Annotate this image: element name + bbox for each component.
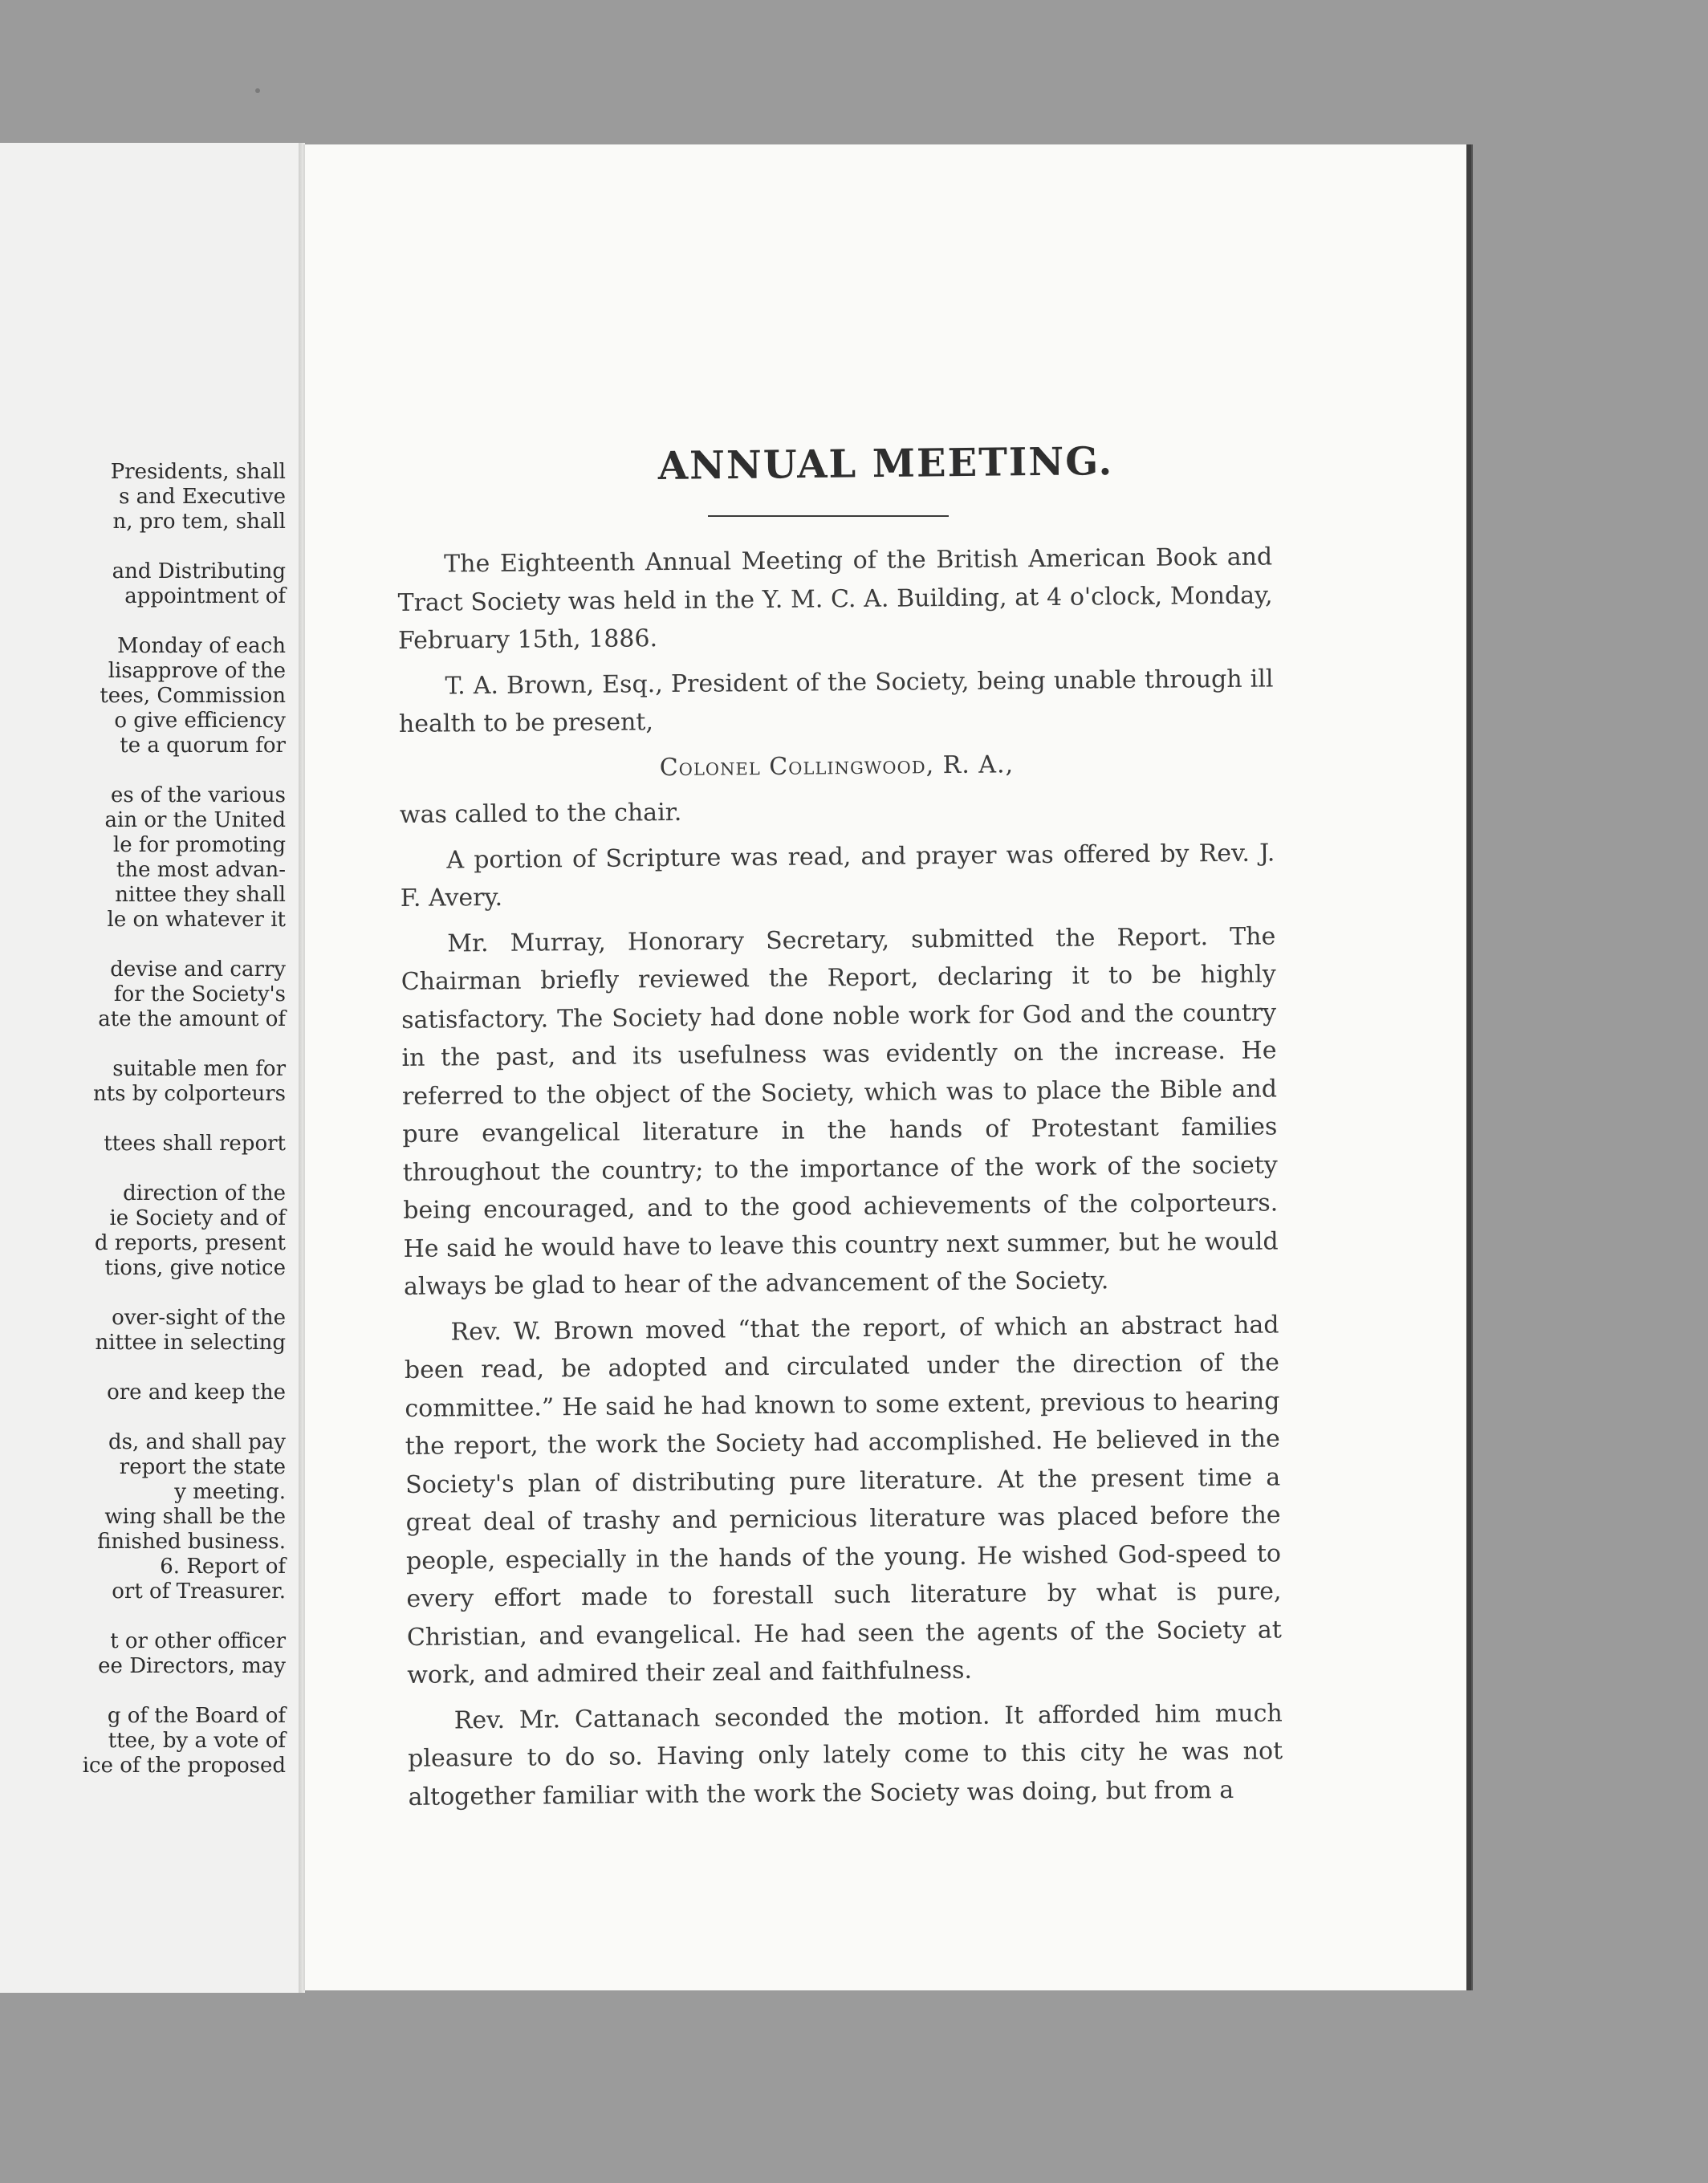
left-page-gap <box>21 1356 286 1380</box>
left-page-line: report the state <box>119 1455 286 1479</box>
page-title: ANNUAL MEETING. <box>657 439 1114 489</box>
left-page-line: over-sight of the <box>112 1306 286 1330</box>
left-page-gap <box>21 758 286 783</box>
left-page-line: suitable men for <box>112 1057 286 1081</box>
left-page-line: es of the various <box>110 783 286 807</box>
left-page-line: ee Directors, may <box>98 1654 286 1678</box>
left-page-line: and Distributing <box>112 559 286 583</box>
paragraph-seconded: Rev. Mr. Cattanach seconded the motion. It afforded him much pleasure to do so. Having only lately come to this city he was not altogether familiar with the work the Society was doing, but from a <box>408 1698 1283 1811</box>
left-page-text <box>21 460 286 1779</box>
left-page-line: ttees shall report <box>104 1132 286 1156</box>
left-page-line: s and Executive <box>119 485 286 509</box>
left-page-line: tions, give notice <box>104 1256 286 1280</box>
left-page-line: le for promoting <box>112 833 286 857</box>
left-page-line: appointment of <box>124 584 286 608</box>
left-page-gap <box>21 1405 286 1430</box>
left-page-line: 6. Report of <box>160 1555 286 1579</box>
left-page-line: for the Society's <box>113 982 286 1006</box>
left-page-line: n, pro tem, shall <box>112 510 286 534</box>
left-page-line: g of the Board of <box>107 1704 286 1728</box>
left-page-line: ort of Treasurer. <box>112 1579 286 1604</box>
left-page-line: ate the amount of <box>98 1007 286 1031</box>
left-page-line: y meeting. <box>174 1480 286 1504</box>
left-page-gap <box>21 609 286 634</box>
left-page-gap <box>21 1604 286 1629</box>
paragraph-president: T. A. Brown, Esq., President of the Society, being unable through ill health to be present, <box>398 664 1274 738</box>
left-page-line: ttee, by a vote of <box>108 1729 286 1753</box>
paragraph-report: Mr. Murray, Honorary Secretary, submitted the Report. The Chairman briefly reviewed the Report, declaring it to be highly satisfactory. The Society had done noble work for God and the country in the past, and its usefulness was evidently on the increase. He referred to the object of the Society, which was to place the Bible and pure evangelical literature in the hands of Protestant families throughout the country; to the importance of the work of the society being encouraged, and to the good achievements of the colporteurs. He said he would have to leave this country next summer, but he would always be glad to hear of the advancement of the Society. <box>401 921 1279 1301</box>
left-page-gap <box>21 933 286 957</box>
paragraph-intro: The Eighteenth Annual Meeting of the British American Book and Tract Society was held in the Y. M. C. A. Building, at 4 o'clock, Monday, February 15th, 1886. <box>397 543 1273 655</box>
paragraph-scripture: A portion of Scripture was read, and prayer was offered by Rev. J. F. Avery. <box>400 838 1275 913</box>
left-page-line: tees, Commission <box>100 684 286 708</box>
paragraph-motion: Rev. W. Brown moved “that the report, of which an abstract had been read, be adopted and circulated under the direction of the committee.” He said he had known to some extent, previous to hearing the report, the work the Society had accomplished. He believed in the Society's plan of distributing pure literature. At the present time a great deal of trashy and pernicious literature was placed before the people, especially in the hands of the young. He wished God-speed to every effort made to forestall such literature by what is pure, Christian, and evangelical. He had seen the agents of the Society at work, and admired their zeal and faithfulness. <box>404 1310 1282 1689</box>
left-page-line: nts by colporteurs <box>92 1082 286 1106</box>
left-page-line: nittee they shall <box>115 883 286 907</box>
paragraph-chair: was called to the chair. <box>399 798 682 829</box>
dust-speck <box>255 88 260 93</box>
left-page-line: ie Society and of <box>109 1206 286 1230</box>
left-page-line: t or other officer <box>110 1629 286 1653</box>
left-page-line: d reports, present <box>94 1231 286 1255</box>
left-page-gap <box>21 535 286 559</box>
left-page-gap <box>21 1107 286 1132</box>
left-page-line: the most advan- <box>116 858 286 882</box>
left-page-line: le on whatever it <box>107 908 286 932</box>
left-page-gap <box>21 1679 286 1704</box>
left-page-line: nittee in selecting <box>95 1331 286 1355</box>
left-page-line: finished business. <box>97 1530 286 1554</box>
left-page-line: ain or the United <box>104 808 286 832</box>
left-page-line: Monday of each <box>117 634 286 658</box>
left-page-gap <box>21 1157 286 1181</box>
chairman-name: Colonel Collingwood, R. A., <box>659 750 1015 782</box>
title-rule <box>708 515 949 517</box>
left-page-gap <box>21 1281 286 1306</box>
left-page-line: ice of the proposed <box>82 1754 286 1778</box>
left-page-line: o give efficiency <box>114 709 286 733</box>
left-page-line: ds, and shall pay <box>108 1430 286 1454</box>
left-page-line: lisapprove of the <box>108 659 286 683</box>
right-page <box>303 144 1471 1990</box>
left-page-line: te a quorum for <box>120 734 286 758</box>
left-facing-page <box>0 143 301 1993</box>
left-page-line: devise and carry <box>110 957 286 982</box>
left-page-line: wing shall be the <box>104 1505 286 1529</box>
page-body <box>397 538 1283 1823</box>
left-page-line: ore and keep the <box>107 1380 286 1405</box>
left-page-gap <box>21 1032 286 1057</box>
left-page-line: Presidents, shall <box>110 460 286 484</box>
left-page-line: direction of the <box>123 1181 286 1205</box>
